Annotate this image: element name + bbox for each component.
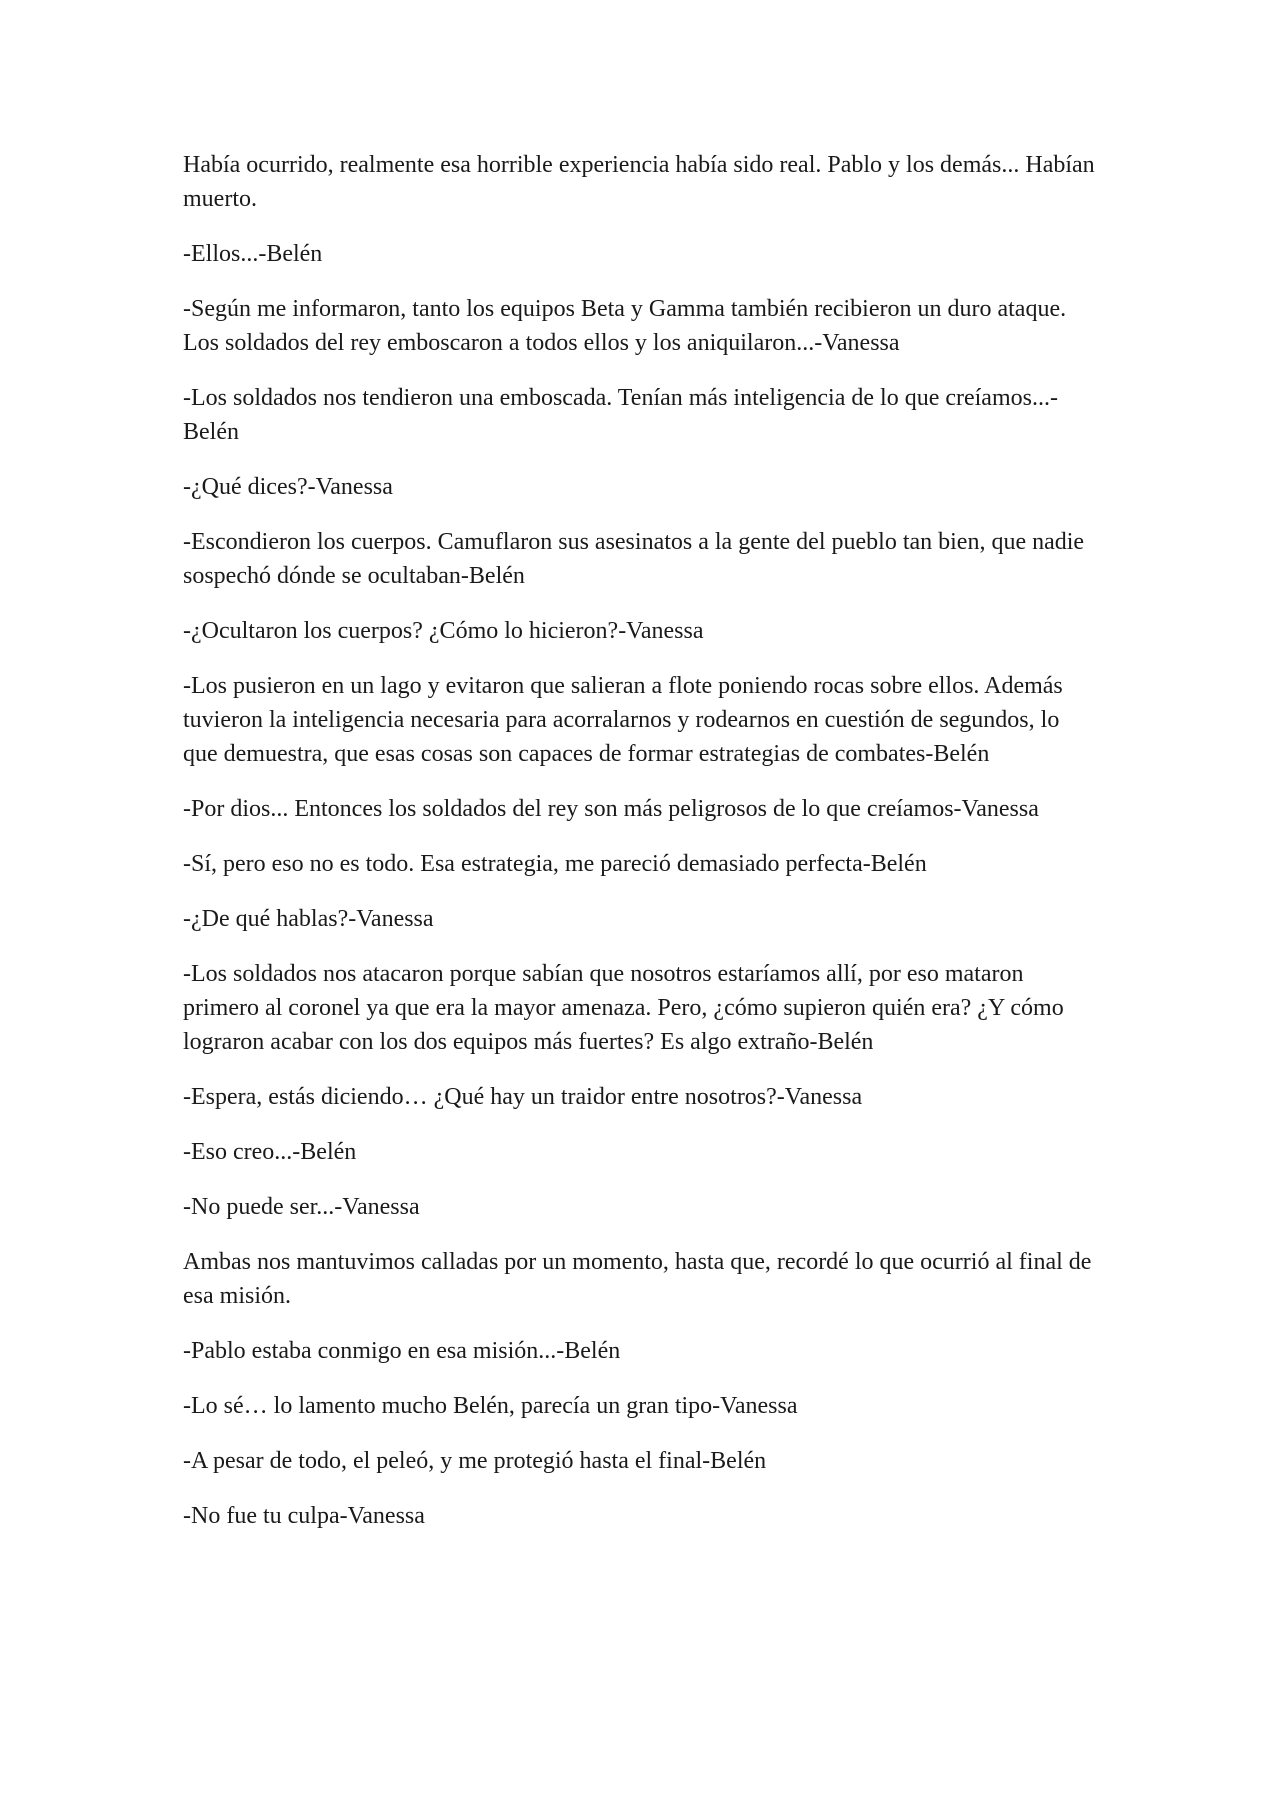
paragraph: -¿De qué hablas?-Vanessa: [183, 906, 434, 932]
paragraph: -Según me informaron, tanto los equipos Beta y Gamma también recibieron un duro ataque. Los soldados del rey emboscaron a todos ellos y los aniquilaron...-Vanessa: [183, 296, 1067, 356]
paragraph: -Espera, estás diciendo… ¿Qué hay un traidor entre nosotros?-Vanessa: [183, 1084, 863, 1110]
paragraph: -Escondieron los cuerpos. Camuflaron sus asesinatos a la gente del pueblo tan bien, que nadie sospechó dónde se ocultaban-Belén: [183, 529, 1085, 589]
paragraph: Había ocurrido, realmente esa horrible experiencia había sido real. Pablo y los demás... Habían muerto.: [183, 152, 1095, 212]
document-body: [183, 148, 1098, 1554]
paragraph: -¿Qué dices?-Vanessa: [183, 474, 393, 500]
paragraph: -Los soldados nos atacaron porque sabían que nosotros estaríamos allí, por eso mataron primero al coronel ya que era la mayor amenaza. Pero, ¿cómo supieron quién era? ¿Y cómo lograron acabar con los dos equipos más fuertes? Es algo extraño-Belén: [183, 961, 1064, 1055]
paragraph: -A pesar de todo, el peleó, y me protegió hasta el final-Belén: [183, 1448, 767, 1474]
paragraph: -No puede ser...-Vanessa: [183, 1194, 420, 1220]
paragraph: -Ellos...-Belén: [183, 241, 323, 267]
paragraph: -Lo sé… lo lamento mucho Belén, parecía un gran tipo-Vanessa: [183, 1393, 798, 1419]
paragraph: Ambas nos mantuvimos calladas por un momento, hasta que, recordé lo que ocurrió al final de esa misión.: [183, 1249, 1092, 1309]
paragraph: -No fue tu culpa-Vanessa: [183, 1503, 425, 1529]
paragraph: -Los soldados nos tendieron una emboscada. Tenían más inteligencia de lo que creíamos...-Belén: [183, 385, 1058, 445]
paragraph: -Por dios... Entonces los soldados del rey son más peligrosos de lo que creíamos-Vanessa: [183, 796, 1039, 822]
paragraph: -Eso creo...-Belén: [183, 1139, 357, 1165]
paragraph: -Sí, pero eso no es todo. Esa estrategia, me pareció demasiado perfecta-Belén: [183, 851, 927, 877]
paragraph: -¿Ocultaron los cuerpos? ¿Cómo lo hicieron?-Vanessa: [183, 618, 704, 644]
paragraph: -Pablo estaba conmigo en esa misión...-Belén: [183, 1338, 621, 1364]
paragraph: -Los pusieron en un lago y evitaron que salieran a flote poniendo rocas sobre ellos. Además tuvieron la inteligencia necesaria para acorralarnos y rodearnos en cuestión de segundos, lo que demuestra, que esas cosas son capaces de formar estrategias de combates-Belén: [183, 673, 1063, 767]
